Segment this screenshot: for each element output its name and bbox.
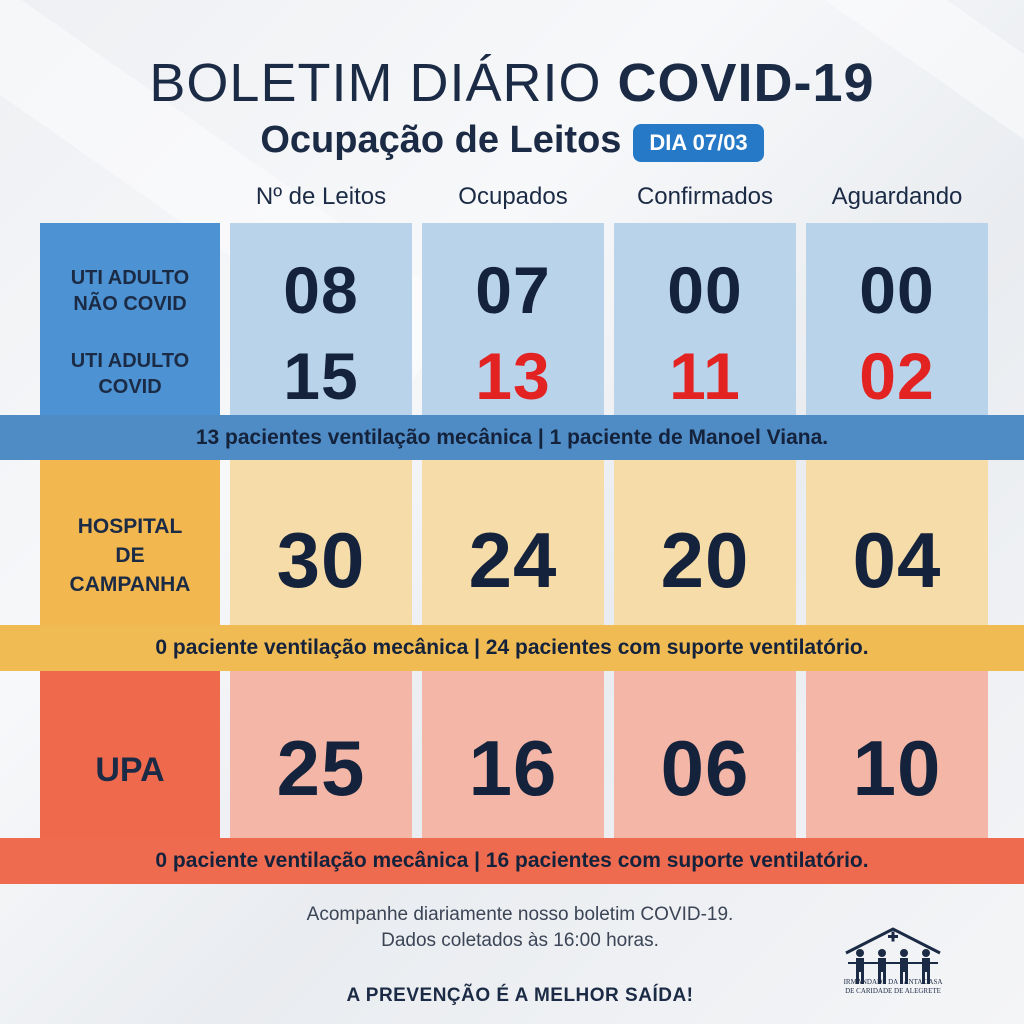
uti-covid-label-line2: COVID — [98, 376, 162, 398]
column-header-leitos: Nº de Leitos — [255, 183, 387, 210]
hospital-ocupados — [422, 510, 604, 610]
upa-label-text: UPA — [95, 750, 165, 789]
day-badge: DIA 07/03 — [633, 124, 763, 162]
value: 04 — [852, 515, 942, 604]
uti-covid-leitos — [230, 336, 412, 416]
uti-covid-label-line1: UTI ADULTO — [70, 350, 190, 372]
value: 07 — [475, 253, 551, 327]
subtitle-row — [0, 118, 1024, 162]
column-header-aguardando: Aguardando — [831, 183, 963, 210]
hospital-aguardando — [806, 510, 988, 610]
upa-confirmados — [614, 718, 796, 818]
footer-line1: Acompanhe diariamente nosso boletim COVID-19. — [306, 904, 734, 925]
title-bold: COVID-19 — [617, 53, 875, 113]
uti-covid-aguardando — [806, 336, 988, 416]
value: 11 — [669, 339, 741, 413]
uti-nao-covid-aguardando — [806, 250, 988, 330]
value: 15 — [283, 339, 359, 413]
uti-nao-covid-leitos — [230, 250, 412, 330]
uti-nao-covid-label-line2: NÃO COVID — [73, 293, 187, 315]
hospital-label — [40, 510, 220, 600]
value: 13 — [475, 339, 551, 413]
uti-nao-covid-confirmados — [614, 250, 796, 330]
value: 25 — [276, 723, 366, 812]
upa-note-band — [0, 838, 1024, 884]
uti-nao-covid-label-line1: UTI ADULTO — [70, 267, 190, 289]
hospital-leitos — [230, 510, 412, 610]
value: 30 — [276, 515, 366, 604]
uti-covid-confirmados — [614, 336, 796, 416]
logo-caption — [828, 978, 958, 996]
value: 06 — [660, 723, 750, 812]
logo-caption-line1: IRMANDADE DA SANTA CASA — [843, 978, 943, 986]
uti-covid-label — [40, 345, 220, 403]
uti-note: 13 pacientes ventilação mecânica | 1 paciente de Manoel Viana. — [195, 425, 829, 449]
value: 00 — [859, 253, 935, 327]
value: 10 — [852, 723, 942, 812]
logo-caption-line2: DE CARIDADE DE ALEGRETE — [845, 987, 941, 995]
title-light: BOLETIM DIÁRIO — [149, 53, 602, 113]
column-header-confirmados: Confirmados — [636, 183, 774, 210]
hospital-note-band — [0, 625, 1024, 671]
column-header-ocupados: Ocupados — [458, 183, 568, 210]
page-title — [0, 52, 1024, 114]
upa-label — [40, 740, 220, 800]
subtitle: Ocupação de Leitos — [260, 118, 622, 161]
hospital-label-line2: DE — [115, 543, 145, 567]
value: 20 — [660, 515, 750, 604]
uti-nao-covid-ocupados — [422, 250, 604, 330]
value: 02 — [859, 339, 935, 413]
value: 24 — [468, 515, 558, 604]
slogan: A PREVENÇÃO É A MELHOR SAÍDA! — [346, 985, 694, 1006]
uti-note-band — [0, 415, 1024, 460]
upa-ocupados — [422, 718, 604, 818]
upa-note: 0 paciente ventilação mecânica | 16 pacientes com suporte ventilatório. — [155, 849, 869, 872]
hospital-confirmados — [614, 510, 796, 610]
hospital-label-line1: HOSPITAL — [77, 514, 183, 538]
upa-aguardando — [806, 718, 988, 818]
value: 08 — [283, 253, 359, 327]
value: 00 — [667, 253, 743, 327]
upa-leitos — [230, 718, 412, 818]
hospital-note: 0 paciente ventilação mecânica | 24 pacientes com suporte ventilatório. — [155, 636, 869, 659]
hospital-label-line3: CAMPANHA — [69, 572, 191, 596]
value: 16 — [468, 723, 558, 812]
footer-line2: Dados coletados às 16:00 horas. — [381, 930, 659, 951]
uti-covid-ocupados — [422, 336, 604, 416]
uti-nao-covid-label — [40, 262, 220, 320]
